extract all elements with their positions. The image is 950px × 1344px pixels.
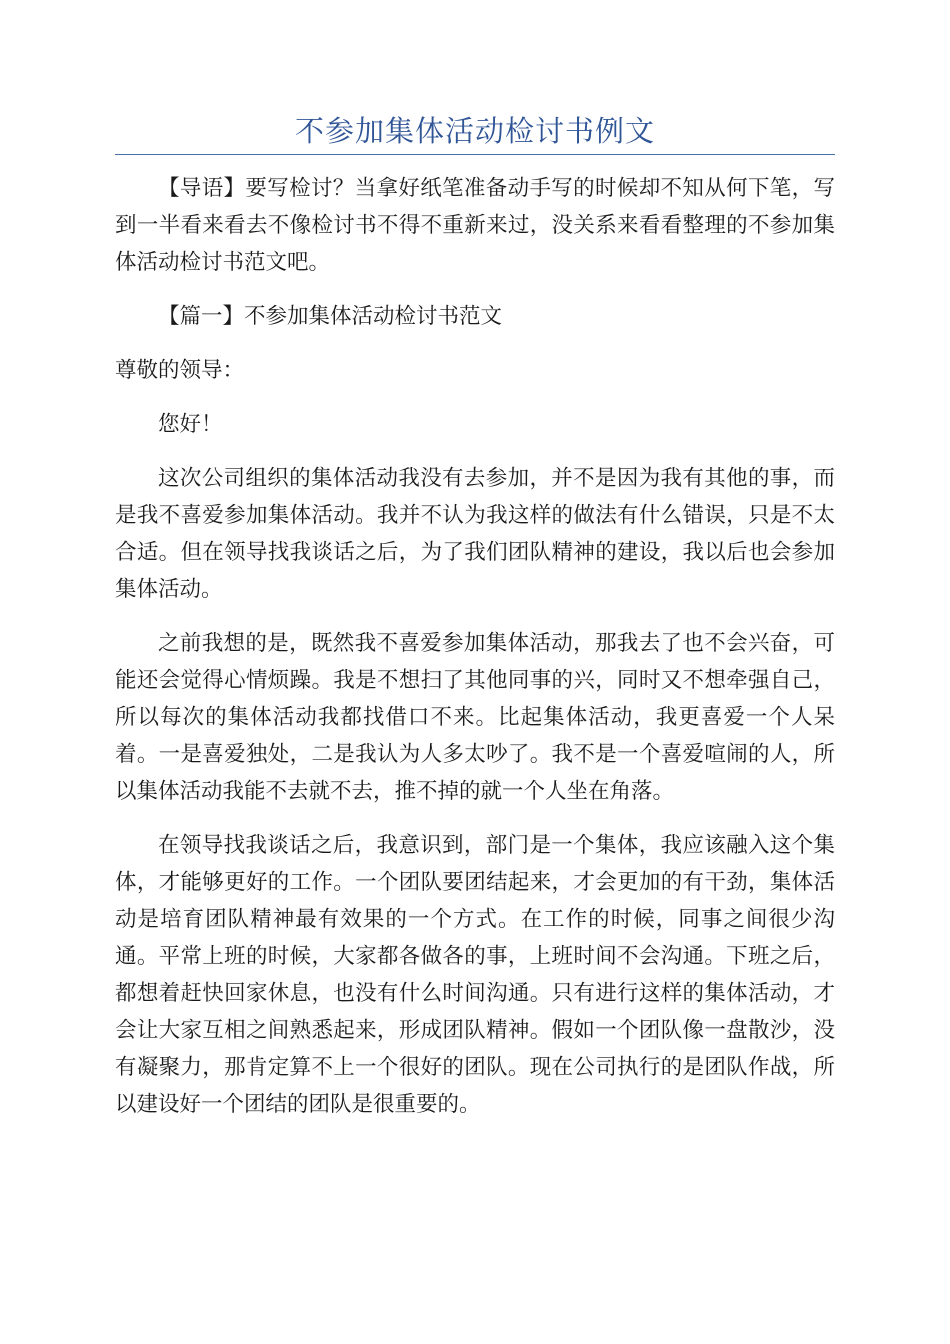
body-paragraph: 之前我想的是，既然我不喜爱参加集体活动，那我去了也不会兴奋，可能还会觉得心情烦躁。我是不想扫了其他同事的兴，同时又不想牵强自己，所以每次的集体活动我都找借口不来。比起集体活动，我更喜爱一个人呆着。一是喜爱独处，二是我认为人多太吵了。我不是一个喜爱喧闹的人，所以集体活动我能不去就不去，推不掉的就一个人坐在角落。: [115, 631, 835, 804]
greeting: 您好！: [158, 412, 223, 437]
document-title: 不参加集体活动检讨书例文: [294, 114, 655, 148]
title-block: [115, 112, 835, 155]
body-paragraph: 这次公司组织的集体活动我没有去参加，并不是因为我有其他的事，而是我不喜爱参加集体活动。我并不认为我这样的做法有什么错误，只是不太合适。但在领导找我谈话之后，为了我们团队精神的建设，我以后也会参加集体活动。: [115, 466, 835, 602]
body-paragraph: 在领导找我谈话之后，我意识到，部门是一个集体，我应该融入这个集体，才能够更好的工作。一个团队要团结起来，才会更加的有干劲，集体活动是培育团队精神最有效果的一个方式。在工作的时候，同事之间很少沟通。平常上班的时候，大家都各做各的事，上班时间不会沟通。下班之后，都想着赶快回家休息，也没有什么时间沟通。只有进行这样的集体活动，才会让大家互相之间熟悉起来，形成团队精神。假如一个团队像一盘散沙，没有凝聚力，那肯定算不上一个很好的团队。现在公司执行的是团队作战，所以建设好一个团结的团队是很重要的。: [115, 833, 835, 1117]
document-body: [115, 170, 835, 1140]
section-heading: 【篇一】不参加集体活动检讨书范文: [158, 304, 503, 329]
intro-paragraph: 【导语】要写检讨？当拿好纸笔准备动手写的时候却不知从何下笔，写到一半看来看去不像检讨书不得不重新来过，没关系来看看整理的不参加集体活动检讨书范文吧。: [115, 176, 835, 275]
salutation: 尊敬的领导：: [115, 358, 245, 383]
